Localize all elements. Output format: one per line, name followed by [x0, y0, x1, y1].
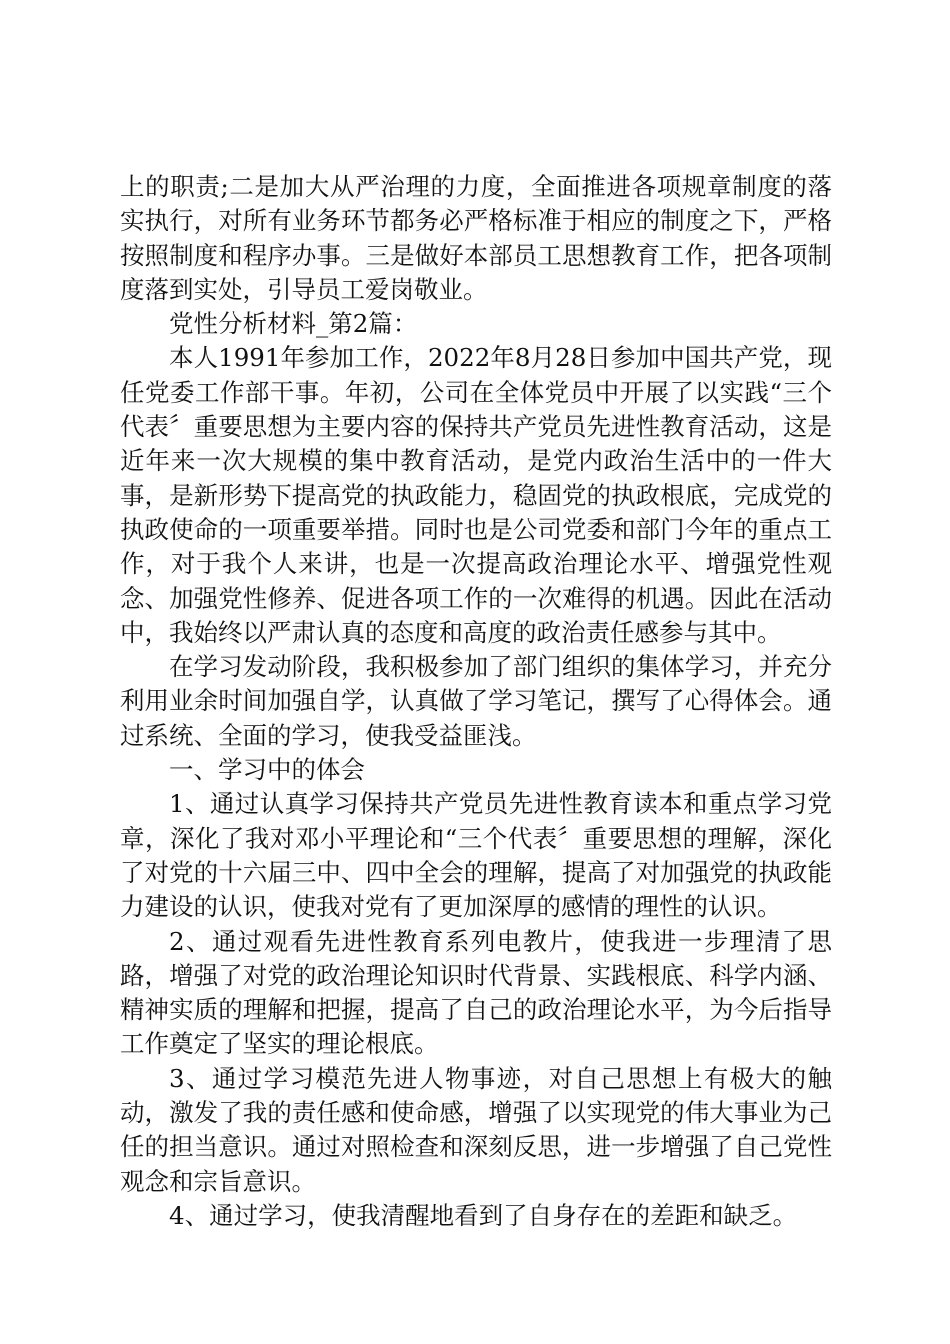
- paragraph-intro: 本人1991年参加工作，2022年8月28日参加中国共产党，现任党委工作部干事。年初，公司在全体党员中开展了以实践“三个代表〞重要思想为主要内容的保持共产党员先进性教育活动，这是近年来一次大规模的集中教育活动，是党内政治生活中的一件大事，是新形势下提高党的执政能力，稳固党的执政根底，完成党的执政使命的一项重要举措。同时也是公司党委和部门今年的重点工作，对于我个人来讲，也是一次提高政治理论水平、增强党性观念、加强党性修养、促进各项工作的一次难得的机遇。因此在活动中，我始终以严肃认真的态度和高度的政治责任感参与其中。: [120, 343, 832, 647]
- list-item-4: 4、通过学习，使我清醒地看到了自身存在的差距和缺乏。: [169, 1200, 798, 1230]
- subheading-study-insights: 一、学习中的体会: [169, 755, 365, 785]
- section-heading-part-2: 党性分析材料_第2篇：: [169, 309, 418, 339]
- list-item-3: 3、通过学习模范先进人物事迹，对自己思想上有极大的触动，激发了我的责任感和使命感，增强了以实现党的伟大事业为己任的担当意识。通过对照检查和深刻反思，进一步增强了自己党性观念和宗旨意识。: [120, 1063, 832, 1196]
- paragraph-continuation: 上的职责;二是加大从严治理的力度，全面推进各项规章制度的落实执行，对所有业务环节都务必严格标准于相应的制度之下，严格按照制度和程序办事。三是做好本部员工思想教育工作，把各项制度落到实处，引导员工爱岗敬业。: [120, 172, 832, 304]
- list-item-2: 2、通过观看先进性教育系列电教片，使我进一步理清了思路，增强了对党的政治理论知识时代背景、实践根底、科学内涵、精神实质的理解和把握，提高了自己的政治理论水平，为今后指导工作奠定了坚实的理论根底。: [120, 926, 832, 1059]
- document-body: [120, 170, 832, 1233]
- paragraph-study-phase: 在学习发动阶段，我积极参加了部门组织的集体学习，并充分利用业余时间加强自学，认真做了学习笔记，撰写了心得体会。通过系统、全面的学习，使我受益匪浅。: [120, 652, 832, 750]
- list-item-1: 1、通过认真学习保持共产党员先进性教育读本和重点学习党章，深化了我对邓小平理论和“三个代表〞重要思想的理解，深化了对党的十六届三中、四中全会的理解，提高了对加强党的执政能力建设的认识，使我对党有了更加深厚的感情的理性的认识。: [120, 789, 832, 922]
